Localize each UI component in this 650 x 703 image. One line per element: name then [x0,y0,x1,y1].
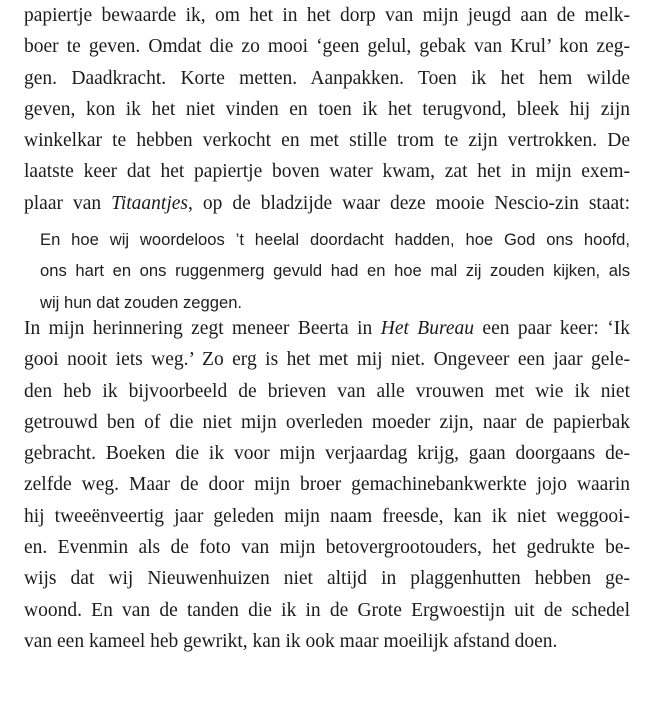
text-line: gen. Daadkracht. Korte metten. Aanpakken. Toen ik het hem wilde [24,67,630,89]
text-run: plaar van [24,192,112,214]
book-title-titaantjes: Titaantjes [111,192,189,214]
text-line: winkelkar te hebben verkocht en met stille trom te zijn vertrokken. De [24,130,630,152]
quote-line: En hoe wij woordeloos ’t heelal doordacht hadden, hoe God ons hoofd, [40,230,630,249]
text-line: papiertje bewaarde ik, om het in het dorp van mijn jeugd aan de melk- [24,5,630,26]
text-line: gebracht. Boeken die ik voor mijn verjaardag krijg, gaan doorgaans de- [24,443,630,465]
paragraph-1 [24,0,630,219]
quote-line: wij hun dat zouden zeggen. [40,292,243,312]
text-line: geven, kon ik het niet vinden en toen ik het terugvond, bleek hij zijn [24,98,630,120]
text-line [24,313,630,344]
book-title-het-bureau: Het Bureau [380,318,474,339]
text-run: In mijn herinnering zegt meneer Beerta in [24,318,381,339]
text-line: woond. En van de tanden die ik in de Grote Ergwoestijn uit de schedel [24,599,630,621]
text-line: den heb ik bijvoorbeeld de brieven van alle vrouwen met wie ik niet [24,380,630,402]
text-line: getrouwd ben of die niet mijn overleden moeder zijn, naar de papierbak [24,411,630,433]
paragraph-2 [24,313,630,657]
text-line: gooi nooit iets weg.’ Zo erg is het met mij niet. Ongeveer een jaar gele- [24,349,630,371]
text-line: wijs dat wij Nieuwenhuizen niet altijd in plaggenhutten hebben ge- [24,568,630,590]
text-run: , op de bladzijde waar deze mooie Nescio-zin staat: [188,192,630,214]
text-line: zelfde weg. Maar de door mijn broer gemachinebankwerkte jojo waarin [24,474,630,496]
text-run: een paar keer: ‘Ik [474,318,630,339]
quote-line: ons hart en ons ruggenmerg gevuld had en hoe mal zij zouden kijken, als [40,261,630,281]
text-line: hij tweeënveertig jaar geleden mijn naam freesde, kan ik niet weggooi- [24,505,630,527]
text-line [24,188,630,219]
text-line: laatste keer dat het papiertje boven water kwam, zat het in mijn exem- [24,161,630,183]
text-line: en. Evenmin als de foto van mijn betovergrootouders, het gedrukte be- [24,537,630,559]
text-line: boer te geven. Omdat die zo mooi ‘geen gelul, gebak van Krul’ kon zeg- [24,36,630,58]
nescio-quote [40,224,630,318]
text-line: van een kameel heb gewrikt, kan ik ook maar moeilijk afstand doen. [24,630,558,652]
